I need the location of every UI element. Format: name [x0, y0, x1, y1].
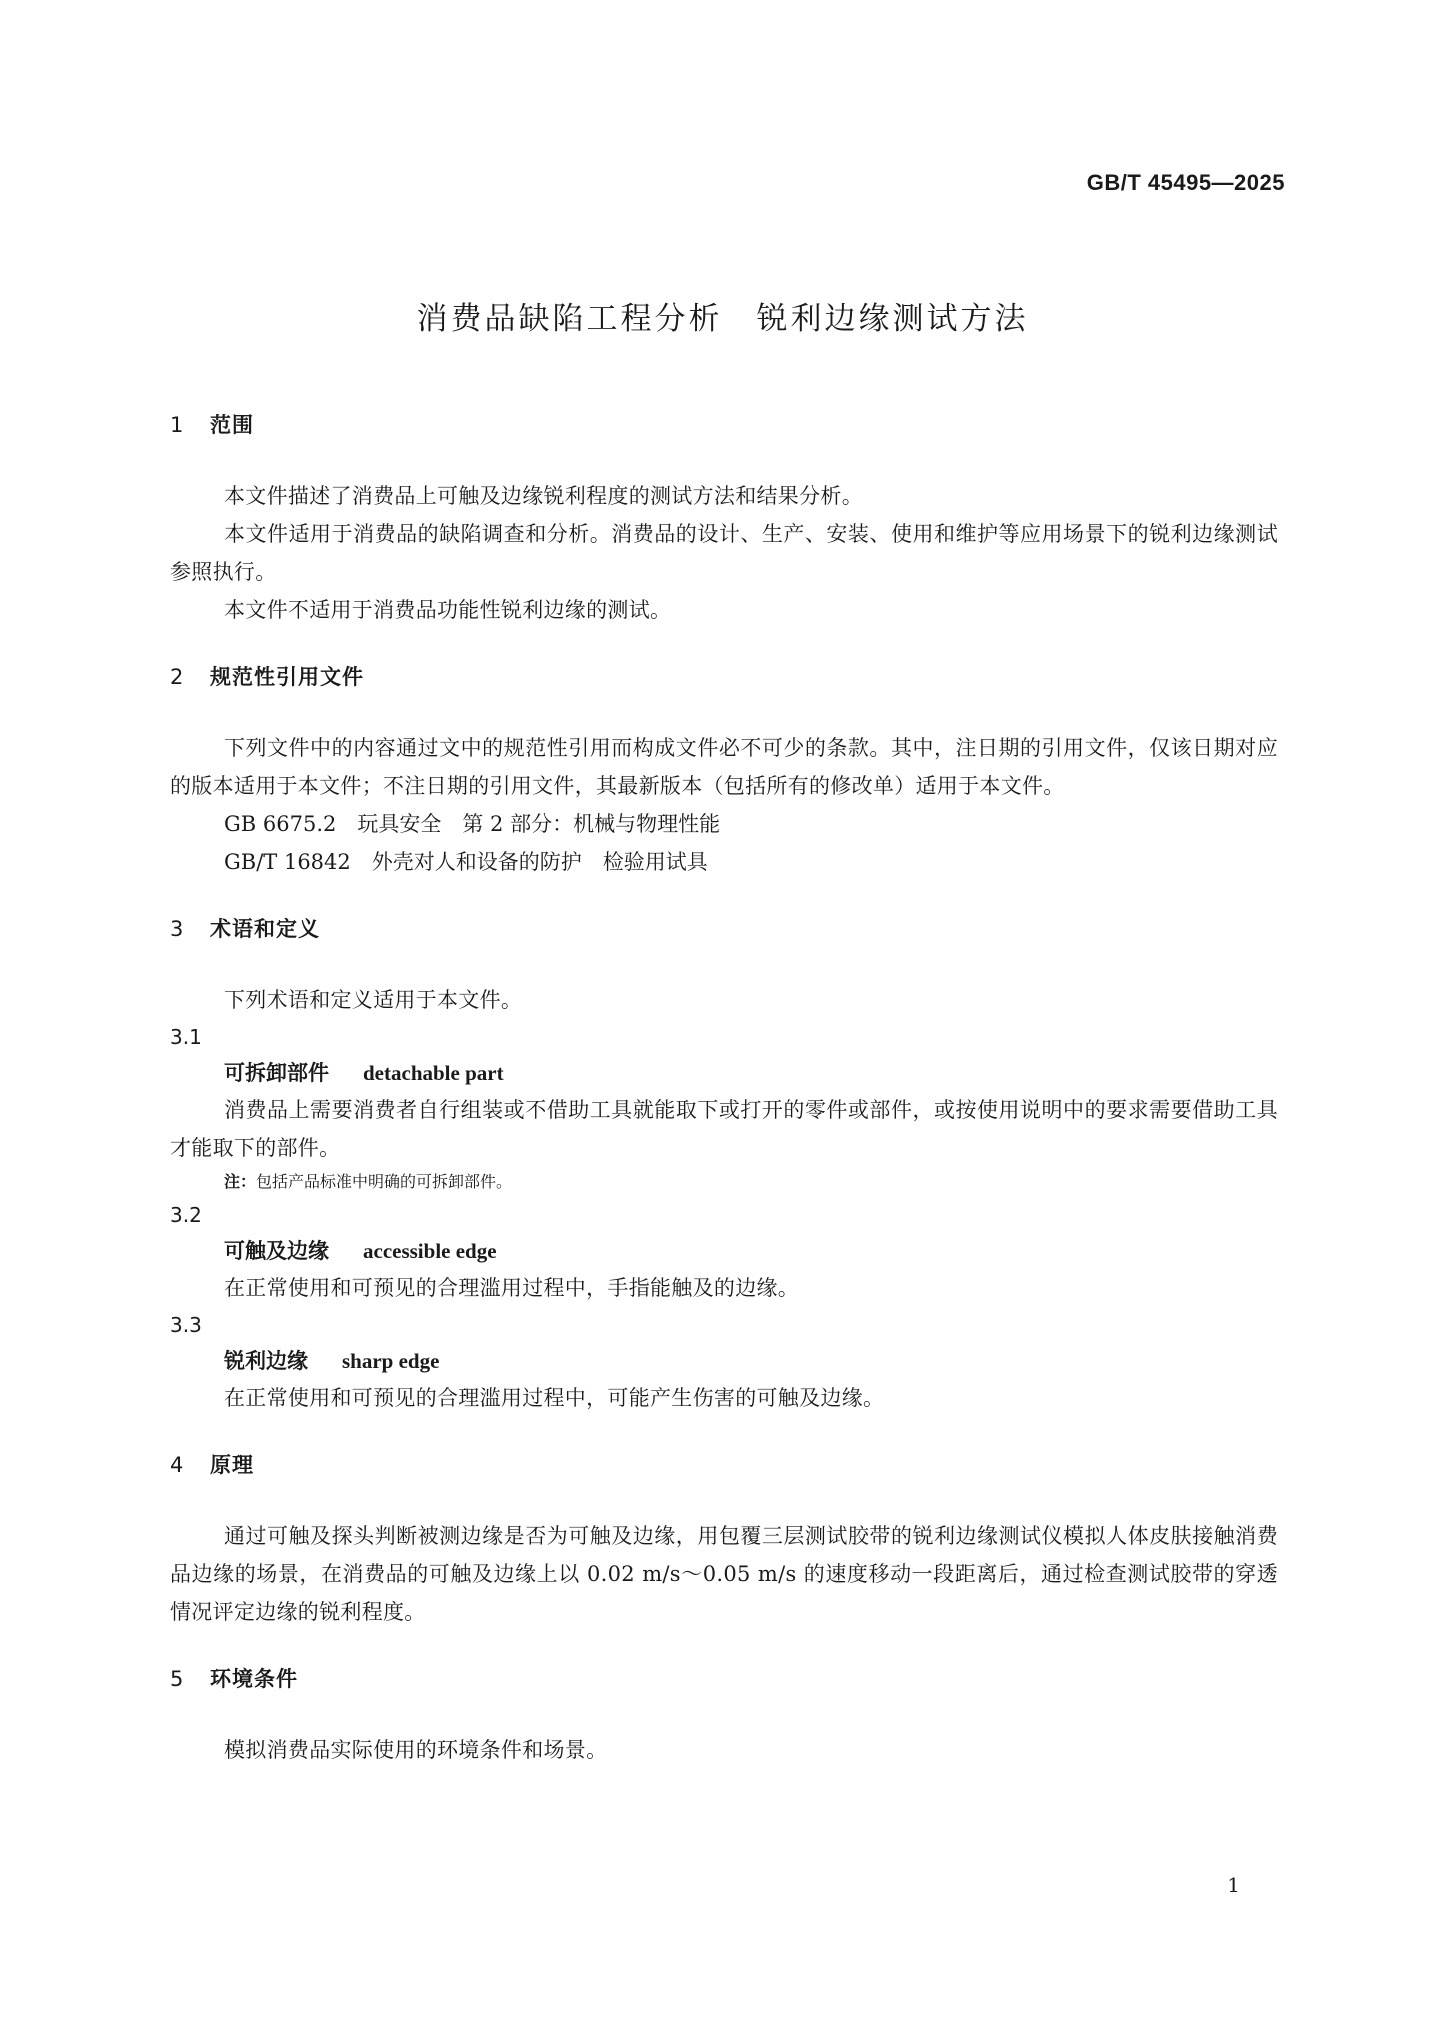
section-number: 1: [170, 413, 185, 437]
term-en: accessible edge: [363, 1239, 497, 1263]
note-text: 包括产品标准中明确的可拆卸部件。: [256, 1172, 513, 1191]
section-title: 环境条件: [210, 1667, 298, 1691]
term-definition: 消费品上需要消费者自行组装或不借助工具就能取下或打开的零件或部件，或按使用说明中的要求需要借助工具才能取下的部件。: [170, 1098, 1278, 1160]
paragraph: 下列文件中的内容通过文中的规范性引用而构成文件必不可少的条款。其中，注日期的引用文件，仅该日期对应的版本适用于本文件；不注日期的引用文件，其最新版本（包括所有的修改单）适用于本文件。: [170, 736, 1278, 798]
section-title: 范围: [210, 413, 254, 437]
page-number: 1: [1227, 1873, 1240, 1897]
paragraph: 本文件适用于消费品的缺陷调查和分析。消费品的设计、生产、安装、使用和维护等应用场景下的锐利边缘测试参照执行。: [170, 522, 1278, 584]
section-title: 原理: [210, 1453, 254, 1477]
section-number: 2: [170, 665, 185, 689]
section-title: 规范性引用文件: [210, 665, 364, 689]
paragraph: 通过可触及探头判断被测边缘是否为可触及边缘，用包覆三层测试胶带的锐利边缘测试仪模拟人体皮肤接触消费品边缘的场景，在消费品的可触及边缘上以 0.02 m/s～0.05 m/s 的速度移动一段距离后，通过检查测试胶带的穿透情况评定边缘的锐利程度。: [170, 1524, 1278, 1624]
section-title: 术语和定义: [210, 917, 320, 941]
term-definition: 在正常使用和可预见的合理滥用过程中，手指能触及的边缘。: [224, 1276, 800, 1300]
section-heading-environment: [170, 1659, 1278, 1699]
document-title: 消费品缺陷工程分析 锐利边缘测试方法: [416, 301, 1029, 337]
term-cn: 可触及边缘: [224, 1239, 329, 1263]
section-heading-terms: [170, 909, 1278, 949]
section-number: 3: [170, 917, 185, 941]
note-label: 注：: [224, 1172, 257, 1191]
term-number: 3.3: [170, 1313, 202, 1337]
standard-number: GB/T 45495—2025: [1086, 170, 1285, 195]
term-entry: [170, 1055, 1278, 1091]
term-entry: [170, 1233, 1278, 1269]
reference-item: GB 6675.2 玩具安全 第 2 部分：机械与物理性能: [224, 812, 721, 836]
paragraph: 下列术语和定义适用于本文件。: [224, 988, 523, 1012]
term-number: 3.1: [170, 1025, 202, 1049]
term-en: sharp edge: [342, 1349, 440, 1373]
section-heading-normative-references: [170, 657, 1278, 697]
section-number: 5: [170, 1667, 185, 1691]
term-cn: 可拆卸部件: [224, 1061, 329, 1085]
paragraph: 模拟消费品实际使用的环境条件和场景。: [224, 1738, 608, 1762]
paragraph: 本文件描述了消费品上可触及边缘锐利程度的测试方法和结果分析。: [224, 484, 863, 508]
reference-item: GB/T 16842 外壳对人和设备的防护 检验用试具: [224, 850, 708, 874]
term-note: [170, 1167, 1278, 1197]
term-number: 3.2: [170, 1203, 202, 1227]
term-definition: 在正常使用和可预见的合理滥用过程中，可能产生伤害的可触及边缘。: [224, 1386, 885, 1410]
term-en: detachable part: [363, 1061, 504, 1085]
document-body: [170, 405, 1278, 1769]
section-heading-scope: [170, 405, 1278, 445]
term-entry: [170, 1343, 1278, 1379]
section-heading-principle: [170, 1445, 1278, 1485]
paragraph: 本文件不适用于消费品功能性锐利边缘的测试。: [224, 598, 672, 622]
section-number: 4: [170, 1453, 185, 1477]
term-cn: 锐利边缘: [224, 1349, 308, 1373]
